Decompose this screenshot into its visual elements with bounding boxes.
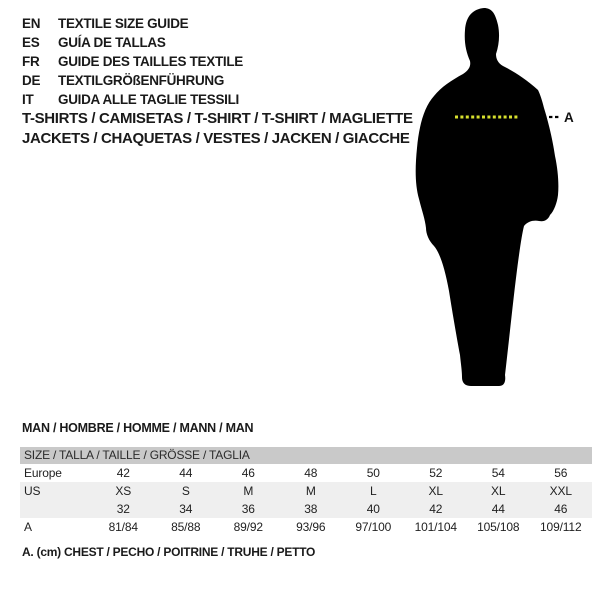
table-cell: XL <box>428 484 443 498</box>
measure-label-a: A <box>564 110 574 125</box>
language-title: TEXTILE SIZE GUIDE <box>58 16 189 31</box>
table-cell: 40 <box>366 502 380 516</box>
language-row <box>22 14 243 33</box>
table-cell: 34 <box>179 502 193 516</box>
category-line-jackets: JACKETS / CHAQUETAS / VESTES / JACKEN / GIACCHE <box>22 130 410 147</box>
language-code: EN <box>22 16 41 31</box>
language-title: GUIDE DES TAILLES TEXTILE <box>58 54 244 69</box>
table-cell: 46 <box>554 502 568 516</box>
table-row-europe <box>20 464 592 482</box>
row-label: Europe <box>24 466 62 480</box>
language-title: GUIDA ALLE TAGLIE TESSILI <box>58 92 239 107</box>
man-silhouette-figure <box>405 0 600 400</box>
section-title-man: MAN / HOMBRE / HOMME / MANN / MAN <box>22 421 254 435</box>
man-silhouette <box>416 8 559 386</box>
table-cell: L <box>369 484 377 498</box>
table-cell: 32 <box>116 502 130 516</box>
table-cell: 44 <box>491 502 505 516</box>
language-title: GUÍA DE TALLAS <box>58 35 166 50</box>
table-cell: 97/100 <box>355 520 392 534</box>
table-cell: 93/96 <box>296 520 326 534</box>
table-cell: 54 <box>491 466 505 480</box>
table-cell: 56 <box>554 466 568 480</box>
row-label: US <box>24 484 41 498</box>
table-cell: 36 <box>241 502 255 516</box>
language-title: TEXTILGRÖßENFÜHRUNG <box>58 73 225 88</box>
language-code: ES <box>22 35 40 50</box>
table-row-us-numeric <box>20 500 592 518</box>
table-cell: 46 <box>241 466 255 480</box>
table-cell: XXL <box>549 484 572 498</box>
table-cell: XL <box>491 484 506 498</box>
row-label: A <box>24 520 32 534</box>
table-cell: 101/104 <box>414 520 457 534</box>
table-cell: 48 <box>304 466 318 480</box>
language-code: IT <box>22 92 34 107</box>
language-row <box>22 71 243 90</box>
table-cell: 85/88 <box>171 520 201 534</box>
language-list <box>22 14 243 109</box>
table-cell: 42 <box>429 502 443 516</box>
table-cell: 89/92 <box>233 520 263 534</box>
table-cell: 44 <box>179 466 193 480</box>
table-cell: 105/108 <box>477 520 520 534</box>
table-cell: 50 <box>366 466 380 480</box>
table-cell: M <box>305 484 316 498</box>
table-cell: XS <box>115 484 132 498</box>
table-cell: 42 <box>116 466 130 480</box>
measure-footnote: A. (cm) CHEST / PECHO / POITRINE / TRUHE / PETTO <box>22 545 316 559</box>
language-code: DE <box>22 73 41 88</box>
category-line-tshirts: T-SHIRTS / CAMISETAS / T-SHIRT / T-SHIRT / MAGLIETTE <box>22 110 413 127</box>
language-code: FR <box>22 54 40 69</box>
language-row <box>22 90 243 109</box>
table-cell: 52 <box>429 466 443 480</box>
size-table-header: SIZE / TALLA / TAILLE / GRÖSSE / TAGLIA <box>20 447 592 464</box>
table-cell: 38 <box>304 502 318 516</box>
table-row-chest <box>20 518 592 536</box>
table-cell: 109/112 <box>540 520 582 534</box>
table-cell: M <box>243 484 254 498</box>
language-row <box>22 33 243 52</box>
category-heading <box>22 109 413 149</box>
size-table <box>20 447 592 536</box>
table-row-us <box>20 482 592 500</box>
table-cell: 81/84 <box>108 520 138 534</box>
table-cell: S <box>181 484 190 498</box>
language-row <box>22 52 243 71</box>
